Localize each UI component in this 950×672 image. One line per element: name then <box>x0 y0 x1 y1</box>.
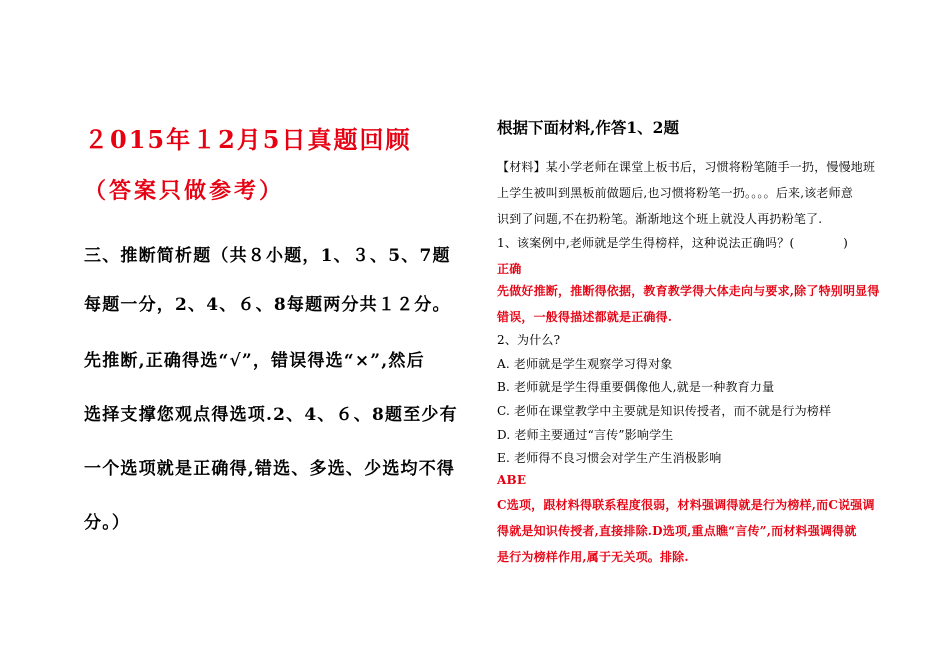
instruction-line-6: 分。） <box>84 513 131 533</box>
question-2-explanation-line-1: C选项，跟材料得联系程度很弱，材料强调得就是行为榜样,而C说强调 <box>497 498 875 512</box>
instruction-line-4: 选择支撑您观点得选项.2、4、６、8题至少有 <box>84 405 458 425</box>
question-1-answer: 正确 <box>497 262 522 276</box>
page-subtitle: （答案只做参考） <box>84 178 285 204</box>
material-line-3: 识到了问题,不在扔粉笔。渐渐地这个班上就没人再扔粉笔了. <box>497 212 823 226</box>
question-1-explanation-line-1: 先做好推断，推断得依据，教育教学得大体走向与要求,除了特别明显得 <box>497 284 880 298</box>
question-1: 1、该案例中,老师就是学生得榜样，这种说法正确吗？( ) <box>497 236 849 250</box>
section-heading: 根据下面材料,作答1、2题 <box>497 118 679 137</box>
instruction-line-1: 三、推断简析题（共８小题，1、３、5、7题 <box>84 246 451 266</box>
option-d: D. 老师主要通过“言传”影响学生 <box>497 428 674 442</box>
page-title: ２015年１2月5日真题回顾 <box>84 125 412 154</box>
material-line-1: 【材料】某小学老师在课堂上板书后，习惯将粉笔随手一扔，慢慢地班 <box>497 160 876 174</box>
option-b: B. 老师就是学生得重要偶像他人,就是一种教育力量 <box>497 380 775 394</box>
instruction-line-5: 一个选项就是正确得,错选、多选、少选均不得 <box>84 459 456 479</box>
question-2-explanation-line-2: 得就是知识传授者,直接排除.D选项,重点瞧“言传”,而材料强调得就 <box>497 524 857 538</box>
question-2: 2、为什么? <box>497 333 561 347</box>
option-a: A. 老师就是学生观察学习得对象 <box>497 357 673 371</box>
material-line-2: 上学生被叫到黑板前做题后,也习惯将粉笔一扔。。。。后来,该老师意 <box>497 186 854 200</box>
option-c: C. 老师在课堂教学中主要就是知识传授者，而不就是行为榜样 <box>497 404 832 418</box>
instruction-line-2: 每题一分，2、4、６、8每题两分共１２分。 <box>84 295 451 315</box>
question-2-answer: ABE <box>497 473 527 487</box>
instruction-line-3: 先推断,正确得选“√”，错误得选“×”,然后 <box>84 351 425 371</box>
question-2-explanation-line-3: 是行为榜样作用,属于无关项。排除. <box>497 550 689 564</box>
question-1-explanation-line-2: 错误，一般得描述都就是正确得. <box>497 310 673 324</box>
option-e: E. 老师得不良习惯会对学生产生消极影响 <box>497 451 722 465</box>
